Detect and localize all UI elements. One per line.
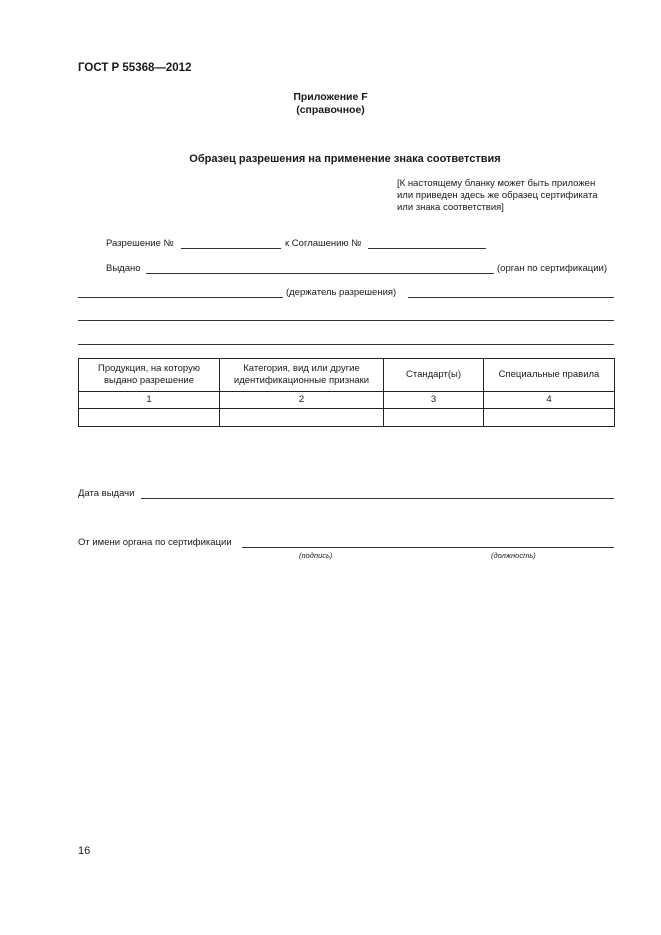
column-header: Стандарт(ы) [384, 359, 484, 392]
issue-date-label: Дата выдачи [78, 488, 135, 499]
holder-field-continued[interactable] [408, 297, 614, 298]
issued-label: Выдано [106, 263, 141, 274]
note-line: [К настоящему бланку может быть приложен [397, 178, 596, 189]
issuing-body-field[interactable] [146, 273, 494, 274]
column-header: Категория, вид или другие идентификационные признаки [220, 359, 384, 392]
table-cell[interactable] [79, 409, 220, 427]
holder-hint: (держатель разрешения) [286, 287, 397, 298]
signature-field[interactable] [242, 547, 614, 548]
issuing-body-hint: (орган по сертификации) [497, 263, 607, 274]
note-line: или приведен здесь же образец сертификата [397, 190, 598, 201]
page-number: 16 [78, 845, 91, 857]
agreement-number-field[interactable] [368, 248, 486, 249]
products-table [78, 358, 615, 427]
position-hint: (должность) [491, 551, 536, 560]
table-header-row [79, 359, 615, 392]
table-row [79, 409, 615, 427]
column-number: 2 [220, 392, 384, 409]
appendix-subtitle: (справочное) [296, 104, 365, 116]
blank-line[interactable] [78, 320, 614, 321]
issue-date-field[interactable] [141, 498, 614, 499]
column-number-row [79, 392, 615, 409]
table-cell[interactable] [384, 409, 484, 427]
appendix-heading [0, 91, 661, 117]
signature-hint: (подпись) [299, 551, 333, 560]
column-header: Продукция, на которую выдано разрешение [79, 359, 220, 392]
permit-number-label: Разрешение № [106, 238, 174, 249]
column-number: 1 [79, 392, 220, 409]
document-id: ГОСТ Р 55368—2012 [78, 62, 192, 74]
agreement-number-label: к Соглашению № [285, 238, 362, 249]
column-header: Специальные правила [484, 359, 615, 392]
on-behalf-label: От имени органа по сертификации [78, 537, 232, 548]
note-line: или знака соответствия] [397, 202, 504, 213]
attachment-note [397, 178, 598, 214]
holder-field[interactable] [78, 297, 283, 298]
blank-line[interactable] [78, 344, 614, 345]
form-title: Образец разрешения на применение знака соответствия [189, 153, 501, 165]
permit-number-field[interactable] [181, 248, 281, 249]
table-cell[interactable] [220, 409, 384, 427]
appendix-title: Приложение F [293, 91, 368, 103]
table-cell[interactable] [484, 409, 615, 427]
column-number: 4 [484, 392, 615, 409]
column-number: 3 [384, 392, 484, 409]
